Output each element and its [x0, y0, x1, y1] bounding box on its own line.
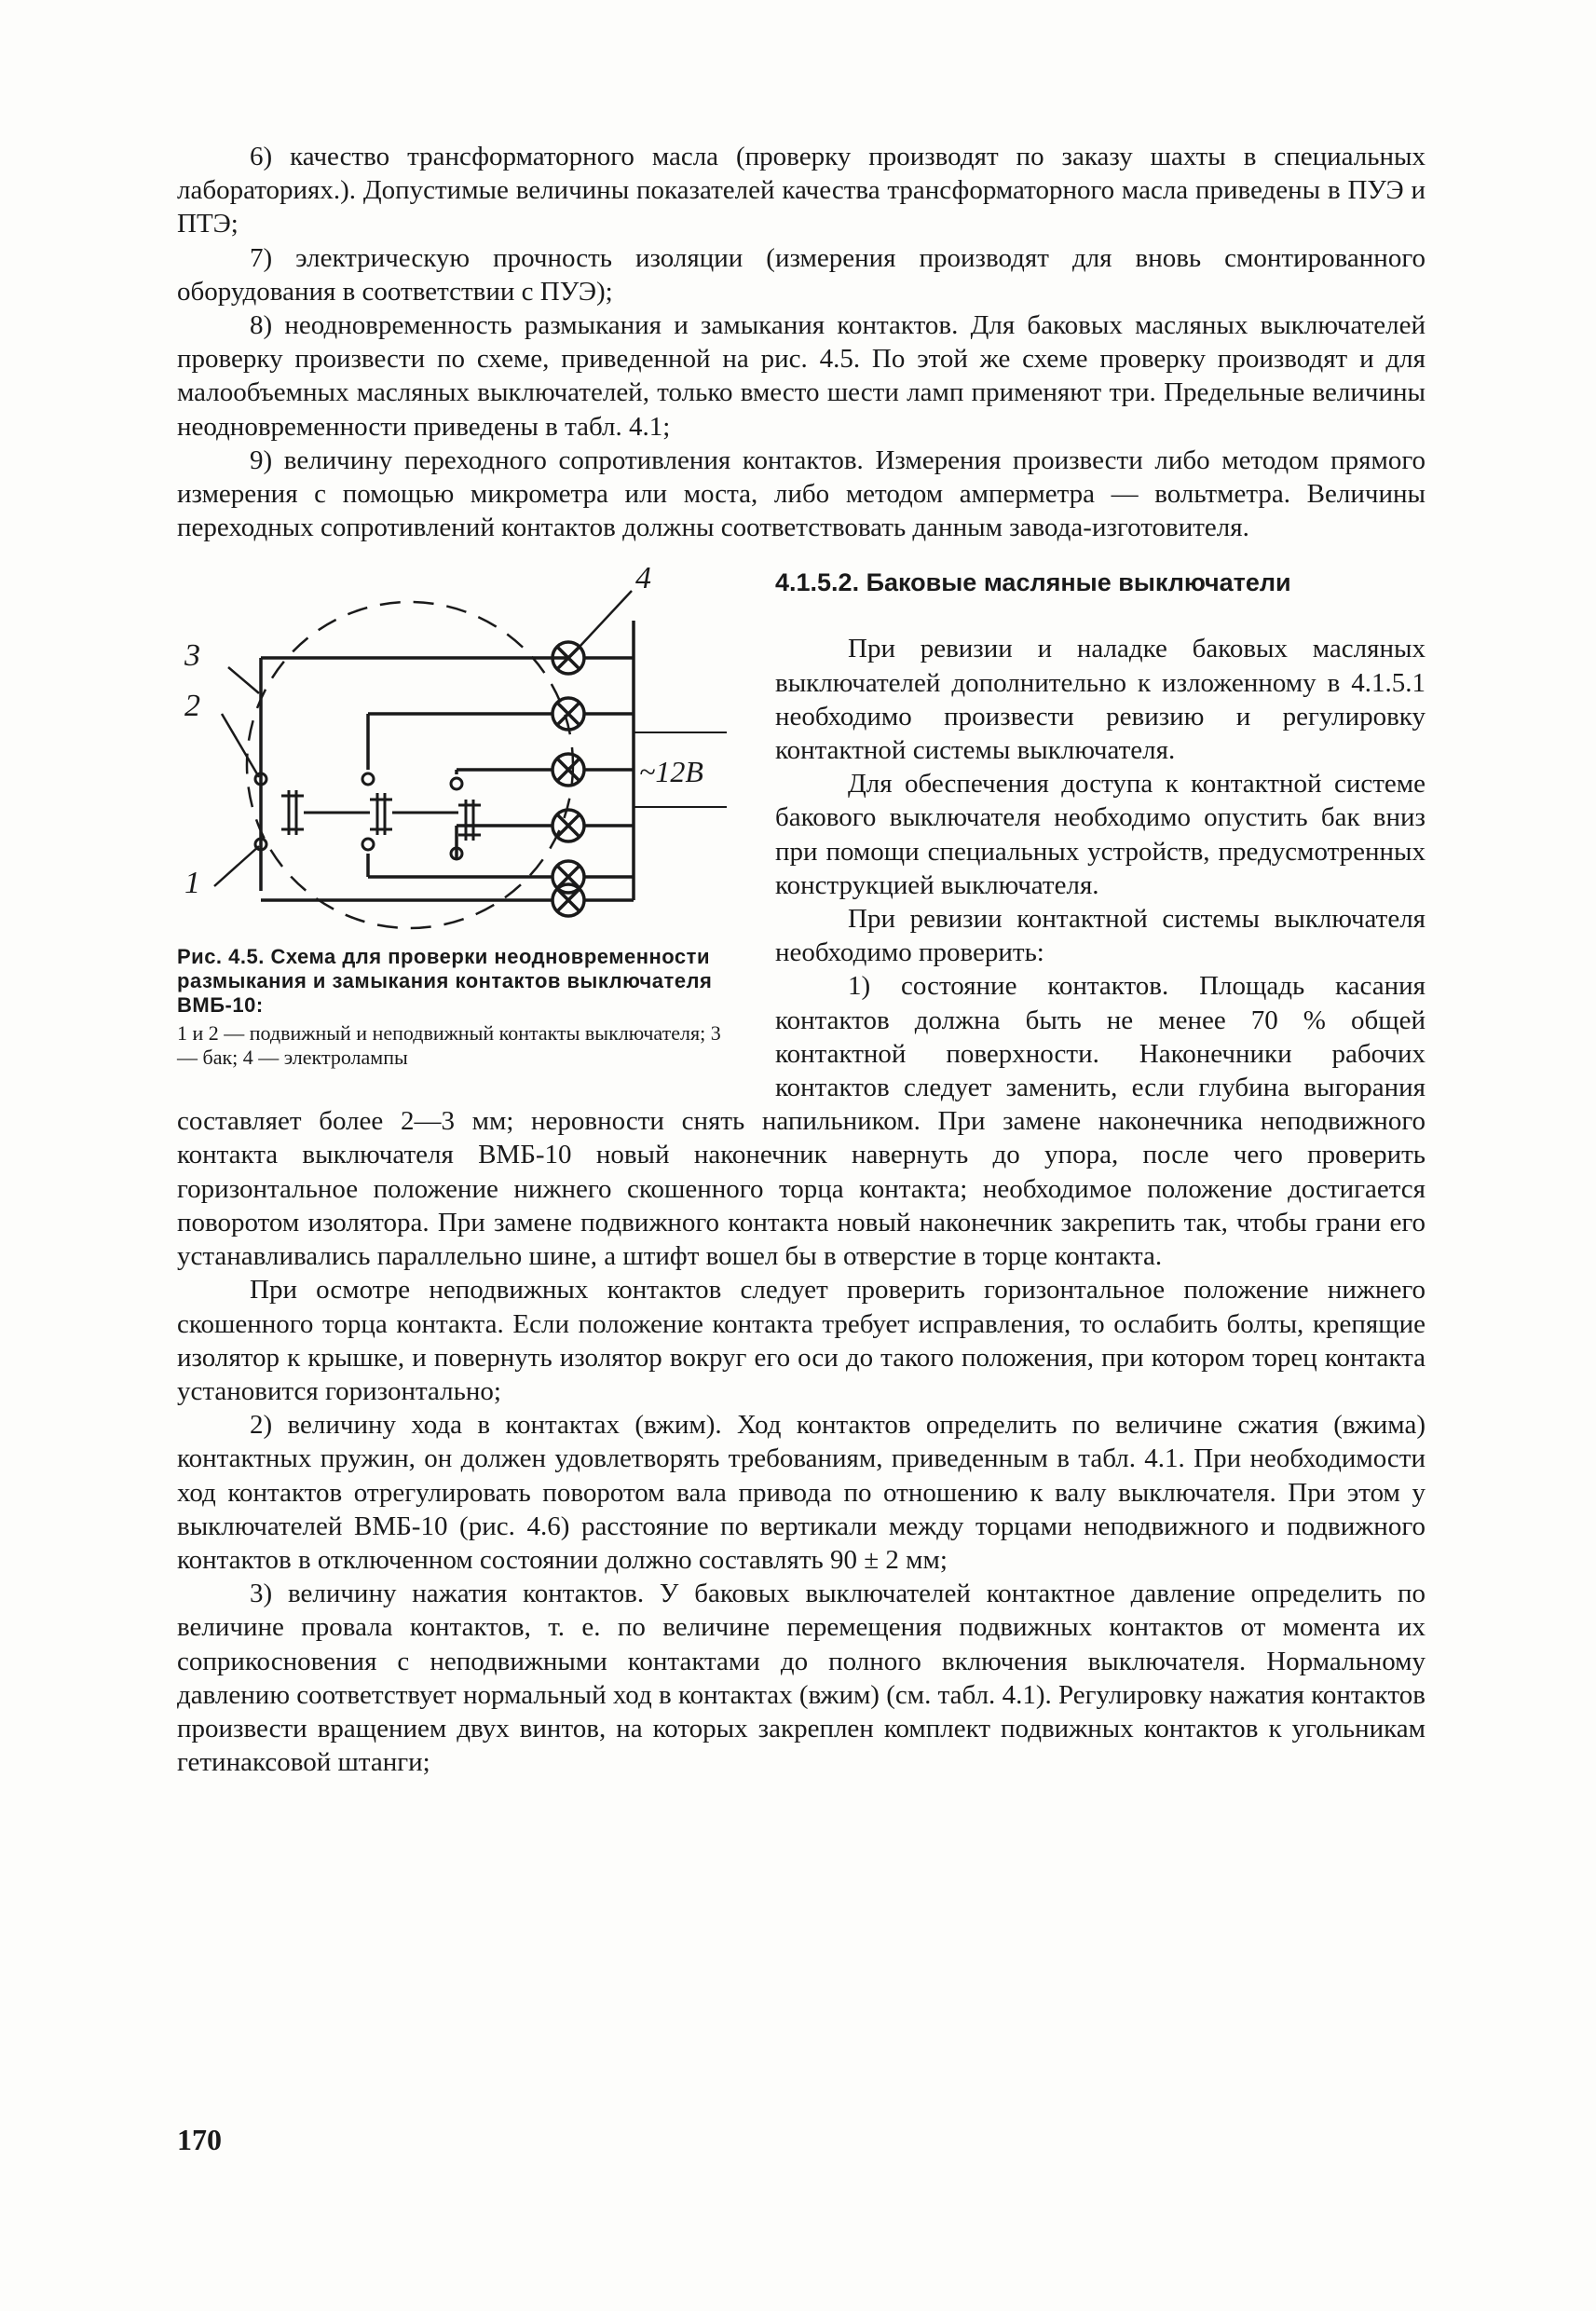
paragraph-item-9: 9) величину переходного сопротивления контактов. Измерения произвести либо методом прямого измерения с помощью микрометра или моста, либо методом амперметра — вольтметра. Величины переходных сопротивлений контактов должны соответствовать данным завода-изготовителя. — [177, 444, 1425, 543]
section-paragraph-2: Для обеспечения доступа к контактной системе бакового выключателя необходимо опустить бак вниз при помощи специальных устройств, предусмотренных конструкцией выключателя. — [775, 769, 1425, 900]
label-2: 2 — [184, 689, 200, 724]
lamp-row-6 — [261, 884, 634, 916]
page-content — [177, 140, 1425, 1779]
bottom-paragraph-3: 3) величину нажатия контактов. У баковых выключателей контактное давление определить по величине провала контактов, т. е. по величине перемещения подвижных контактов от момента их соприкосновения с неподвижными контактами до полного включения выключателя. Нормальному давлению соответствует нормальный ход в контактах (вжим) (см. табл. 4.1). Регулировку нажатия контактов произвести вращением двух винтов, на которых закреплен комплект подвижных контактов к угольникам гетинаксовой штанги; — [177, 1579, 1425, 1778]
label-voltage: ~12В — [639, 755, 703, 789]
contacts-group — [255, 773, 481, 859]
section-paragraph-1: При ревизии и наладке баковых масляных выключателей дополнительно к изложенному в 4.1.5.1 необходимо произвести ревизию и регулировку контактной системы выключателя. — [775, 634, 1425, 766]
circuit-diagram — [177, 555, 736, 937]
lamp-row-4 — [457, 810, 634, 858]
tank-outline — [247, 602, 573, 928]
lamp-row-2 — [368, 698, 634, 770]
paragraph-item-7: 7) электрическую прочность изоляции (измерения производят для вновь смонтированного оборудования в соответствии с ПУЭ); — [177, 242, 1425, 307]
bottom-paragraph-1: При осмотре неподвижных контактов следует проверить горизонтальное положение нижнего скошенного торца контакта. Если положение контакта требует исправления, то ослабить болты, крепящие изолятор к крышке, и повернуть изолятор вокруг его оси до такого положения, при котором торец контакта установится горизонтально; — [177, 1275, 1425, 1406]
label-4: 4 — [635, 561, 651, 596]
section-paragraph-4: 1) состояние контактов. Площадь касания контактов должна быть не менее 70 % общей контактной поверхности. Наконечники рабочих контактов следует заменить, если глубина выгорания составляет более 2—3 мм; неровности снять напильником. При замене наконечника неподвижного контакта выключателя ВМБ-10 новый наконечник навернуть до упора, после чего проверить горизонтальное положение нижнего скошенного торца контакта; необходимое положение достигается поворотом изолятора. При замене подвижного контакта новый наконечник закрепить так, чтобы грани его устанавливались параллельно шине, а штифт вошел бы в отверстие в торце контакта. — [177, 971, 1425, 1272]
bottom-paragraph-2: 2) величину хода в контактах (вжим). Ход контактов определить по величине сжатия (вжима) контактных пружин, он должен удовлетворять требованиям, приведенным в табл. 4.1. При необходимости ход контактов отрегулировать поворотом вала привода по отношению к валу выключателя. При этом у выключателей ВМБ-10 (рис. 4.6) расстояние по вертикали между торцами неподвижного и подвижного контактов в отключенном состоянии должно составлять 90 ± 2 мм; — [177, 1410, 1425, 1575]
lamp-row-1 — [261, 642, 634, 674]
section-paragraph-3: При ревизии контактной системы выключателя необходимо проверить: — [775, 904, 1425, 968]
paragraph-item-6: 6) качество трансформаторного масла (проверку производят по заказу шахты в специальных лабораториях.). Допустимые величины показателей качества трансформаторного масла приведены в ПУЭ и ПТЭ; — [177, 142, 1425, 239]
lamp-row-3 — [457, 754, 634, 786]
leader-4 — [580, 591, 632, 647]
lamp-row-5 — [368, 854, 634, 893]
page-number: 170 — [177, 2123, 222, 2156]
leader-3 — [228, 667, 259, 693]
figure-caption-title: Рис. 4.5. Схема для проверки неодновременности размыкания и замыкания контактов выключателя ВМБ-10: — [177, 945, 713, 1018]
leader-1 — [214, 846, 259, 886]
section-heading: 4.1.5.2. Баковые масляные выключатели — [775, 568, 1291, 597]
paragraph-item-8: 8) неодновременность размыкания и замыкания контактов. Для баковых масляных выключателей проверку произвести по схеме, приведенной на рис. 4.5. По этой же схеме проверку производят и для малообъемных масляных выключателей, только вместо шести ламп применяют три. Предельные величины неодновременности приведены в табл. 4.1; — [177, 310, 1425, 442]
figure-4-5 — [177, 555, 736, 1070]
label-3: 3 — [184, 638, 200, 674]
label-1: 1 — [184, 866, 200, 901]
figure-caption-text: 1 и 2 — подвижный и неподвижный контакты выключателя; 3 — бак; 4 — электролампы — [177, 1021, 721, 1070]
